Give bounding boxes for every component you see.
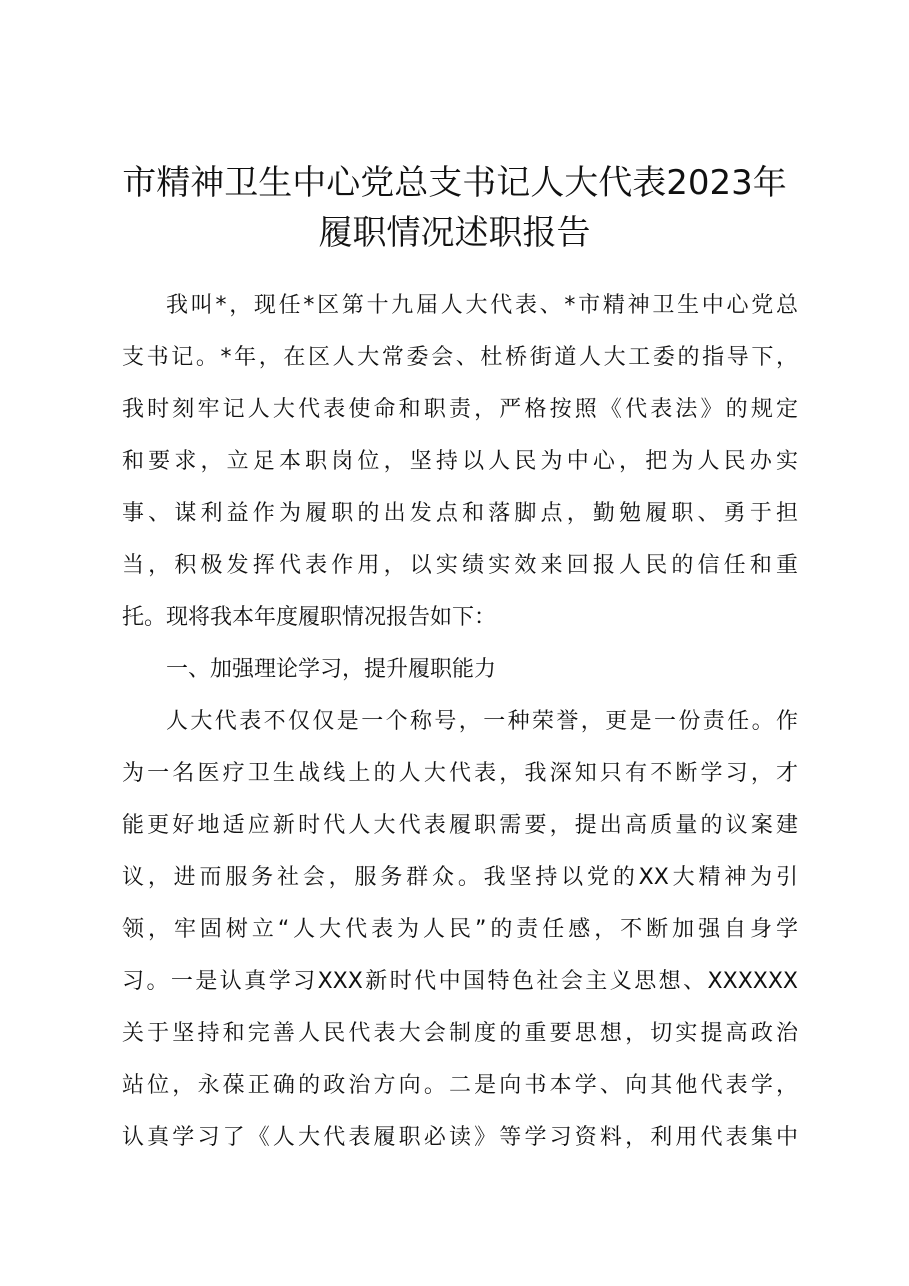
document-title <box>0 158 909 258</box>
paragraph-line: 托。现将我本年度履职情况报告如下： <box>122 605 497 630</box>
paragraph-line: 议，进而服务社会，服务群众。我坚持以党的XX大精神为引 <box>122 865 798 890</box>
section-heading-text: 一、加强理论学习，提升履职能力 <box>166 657 497 682</box>
paragraph-line: 我时刻牢记人大代表使命和职责，严格按照《代表法》的规定 <box>122 397 798 422</box>
paragraph-line: 认真学习了《人大代表履职必读》等学习资料，利用代表集中 <box>122 1125 798 1150</box>
paragraph-line: 关于坚持和完善人民代表大会制度的重要思想，切实提高政治 <box>122 1021 798 1046</box>
paragraph-line: 能更好地适应新时代人大代表履职需要，提出高质量的议案建 <box>122 813 798 838</box>
paragraph-line: 人大代表不仅仅是一个称号，一种荣誉，更是一份责任。作 <box>166 709 798 734</box>
paragraph-line: 和要求，立足本职岗位，坚持以人民为中心，把为人民办实 <box>122 449 798 474</box>
paragraph-line: 事、谋利益作为履职的出发点和落脚点，勤勉履职、勇于担 <box>122 501 798 526</box>
section-heading <box>122 644 798 696</box>
paragraph-intro <box>122 280 798 644</box>
paragraph-line: 支书记。*年，在区人大常委会、杜桥街道人大工委的指导下， <box>122 345 798 370</box>
title-line-1: 市精神卫生中心党总支书记人大代表2023年 <box>122 163 787 203</box>
paragraph-line: 站位，永葆正确的政治方向。二是向书本学、向其他代表学， <box>122 1073 798 1098</box>
paragraph-line: 当，积极发挥代表作用，以实绩实效来回报人民的信任和重 <box>122 553 798 578</box>
paragraph-line: 习。一是认真学习XXX新时代中国特色社会主义思想、XXXXXX <box>122 969 798 994</box>
document-body <box>122 280 798 1164</box>
title-line-2: 履职情况述职报告 <box>318 213 591 253</box>
paragraph-section1 <box>122 696 798 1164</box>
paragraph-line: 为一名医疗卫生战线上的人大代表，我深知只有不断学习，才 <box>122 761 798 786</box>
paragraph-line: 领，牢固树立“人大代表为人民”的责任感，不断加强自身学 <box>122 917 798 942</box>
paragraph-line: 我叫*，现任*区第十九届人大代表、*市精神卫生中心党总 <box>166 293 798 318</box>
